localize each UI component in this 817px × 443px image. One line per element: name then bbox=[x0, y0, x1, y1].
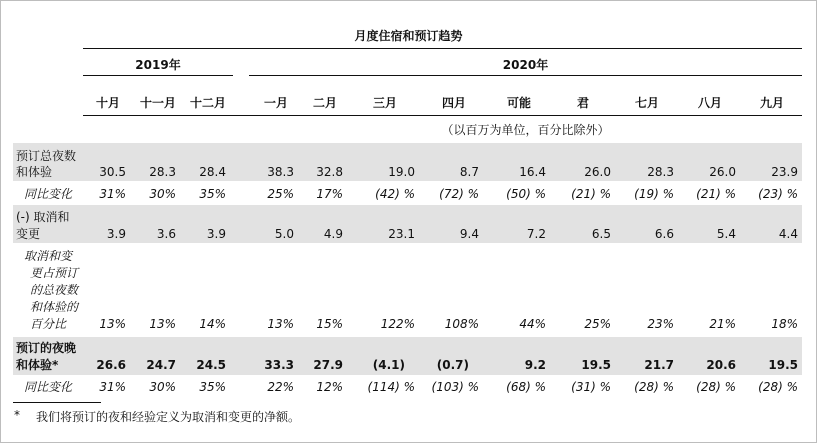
row-label: 百分比 bbox=[30, 317, 67, 331]
row-label: 预订的夜晚 bbox=[16, 341, 77, 355]
table-cell: 3.6 bbox=[156, 227, 176, 241]
table-cell: 7.2 bbox=[526, 227, 546, 241]
table-cell: 23% bbox=[647, 317, 674, 331]
table-cell: 3.9 bbox=[206, 227, 226, 241]
table-cell: 26.0 bbox=[709, 165, 736, 179]
month-header: 二月 bbox=[312, 96, 337, 110]
year-rule-2019 bbox=[83, 75, 233, 76]
table-cell: (50) % bbox=[506, 187, 546, 201]
table-cell: 6.6 bbox=[654, 227, 674, 241]
row-label: 更占预订 bbox=[30, 266, 79, 280]
table-cell: 18% bbox=[771, 317, 798, 331]
table-cell: 26.0 bbox=[584, 165, 611, 179]
row-label: 和体验 bbox=[16, 165, 53, 179]
table-cell: 4.9 bbox=[323, 227, 343, 241]
table-cell: (42) % bbox=[375, 187, 415, 201]
row-label: 和体验的 bbox=[30, 300, 79, 314]
row-label: 预订总夜数 bbox=[16, 149, 77, 163]
footnote-marker: * bbox=[14, 408, 20, 422]
table-cell: 26.6 bbox=[96, 358, 126, 372]
table-cell: 19.5 bbox=[581, 358, 611, 372]
table-cell: 17% bbox=[316, 187, 343, 201]
table-cell: 16.4 bbox=[519, 165, 546, 179]
month-header: 十一月 bbox=[139, 96, 176, 110]
table-cell: 38.3 bbox=[267, 165, 294, 179]
row-label: (-) 取消和 bbox=[16, 210, 70, 224]
year-header-2019: 2019年 bbox=[135, 58, 181, 72]
table-cell: (0.7) bbox=[436, 358, 469, 372]
table-cell: 6.5 bbox=[591, 227, 611, 241]
table-cell: 28.3 bbox=[647, 165, 674, 179]
table-cell: 13% bbox=[99, 317, 126, 331]
table-cell: (72) % bbox=[439, 187, 479, 201]
table-cell: 13% bbox=[149, 317, 176, 331]
table-cell: 24.7 bbox=[146, 358, 176, 372]
table-cell: 35% bbox=[199, 380, 226, 394]
table-cell: 8.7 bbox=[459, 165, 479, 179]
table-cell: 24.5 bbox=[196, 358, 226, 372]
month-header: 十二月 bbox=[189, 96, 226, 110]
table-cell: 25% bbox=[584, 317, 611, 331]
footnote-rule bbox=[13, 402, 101, 403]
table-title: 月度住宿和预订趋势 bbox=[354, 29, 463, 43]
row-label: 和体验* bbox=[16, 358, 59, 372]
table-cell: 5.0 bbox=[274, 227, 294, 241]
table-cell: 108% bbox=[444, 317, 479, 331]
table-cell: 5.4 bbox=[716, 227, 736, 241]
table-cell: (103) % bbox=[431, 380, 479, 394]
table-cell: 30.5 bbox=[99, 165, 126, 179]
table-cell: 21% bbox=[709, 317, 736, 331]
table-cell: 19.0 bbox=[388, 165, 415, 179]
table-cell: 15% bbox=[316, 317, 343, 331]
row-label: 同比变化 bbox=[24, 380, 73, 394]
table-cell: 122% bbox=[380, 317, 415, 331]
year-rule-2020 bbox=[249, 75, 802, 76]
month-header: 七月 bbox=[634, 96, 659, 110]
month-header: 三月 bbox=[372, 96, 397, 110]
month-header: 九月 bbox=[759, 96, 784, 110]
table-cell: 12% bbox=[316, 380, 343, 394]
table-cell: 13% bbox=[267, 317, 294, 331]
table-cell: 3.9 bbox=[106, 227, 126, 241]
footnote-text: 我们将预订的夜和经验定义为取消和变更的净额。 bbox=[36, 410, 301, 424]
table-cell: (21) % bbox=[571, 187, 611, 201]
table-cell: (68) % bbox=[506, 380, 546, 394]
table-cell: (28) % bbox=[758, 380, 798, 394]
table-cell: (28) % bbox=[696, 380, 736, 394]
table-cell: 23.1 bbox=[388, 227, 415, 241]
month-header: 可能 bbox=[506, 96, 531, 110]
table-cell: 32.8 bbox=[316, 165, 343, 179]
table-cell: 20.6 bbox=[706, 358, 736, 372]
table-cell: 25% bbox=[267, 187, 294, 201]
table-cell: 4.4 bbox=[778, 227, 798, 241]
table-cell: 44% bbox=[519, 317, 546, 331]
table-cell: (21) % bbox=[696, 187, 736, 201]
month-header: 十月 bbox=[95, 96, 120, 110]
table-cell: 14% bbox=[199, 317, 226, 331]
title-rule bbox=[83, 48, 802, 49]
table-cell: 27.9 bbox=[313, 358, 343, 372]
table-cell: 9.4 bbox=[459, 227, 479, 241]
month-header: 君 bbox=[576, 96, 589, 110]
table-cell: (19) % bbox=[634, 187, 674, 201]
table-cell: (4.1) bbox=[372, 358, 405, 372]
year-header-2020: 2020年 bbox=[502, 58, 549, 72]
row-label: 的总夜数 bbox=[30, 283, 79, 297]
table-cell: (28) % bbox=[634, 380, 674, 394]
row-label: 变更 bbox=[16, 227, 41, 241]
table-cell: 30% bbox=[149, 380, 176, 394]
table-cell: 21.7 bbox=[644, 358, 674, 372]
table-cell: 23.9 bbox=[771, 165, 798, 179]
table-cell: 28.3 bbox=[149, 165, 176, 179]
table-cell: (31) % bbox=[571, 380, 611, 394]
header-rule bbox=[83, 115, 802, 116]
row-label: 取消和变 bbox=[24, 249, 73, 263]
table-cell: 35% bbox=[199, 187, 226, 201]
month-header: 八月 bbox=[697, 96, 722, 110]
table-cell: 33.3 bbox=[264, 358, 294, 372]
table-cell: 31% bbox=[99, 187, 126, 201]
table-cell: 19.5 bbox=[768, 358, 798, 372]
table-cell: 28.4 bbox=[199, 165, 226, 179]
month-header: 四月 bbox=[441, 96, 466, 110]
row-label: 同比变化 bbox=[24, 187, 73, 201]
table-cell: 30% bbox=[149, 187, 176, 201]
unit-note: （以百万为单位，百分比除外） bbox=[441, 123, 610, 137]
table-cell: (23) % bbox=[758, 187, 798, 201]
table-cell: (114) % bbox=[367, 380, 415, 394]
table-cell: 31% bbox=[99, 380, 126, 394]
table-cell: 9.2 bbox=[524, 358, 546, 372]
table-cell: 22% bbox=[267, 380, 294, 394]
month-header: 一月 bbox=[263, 96, 288, 110]
